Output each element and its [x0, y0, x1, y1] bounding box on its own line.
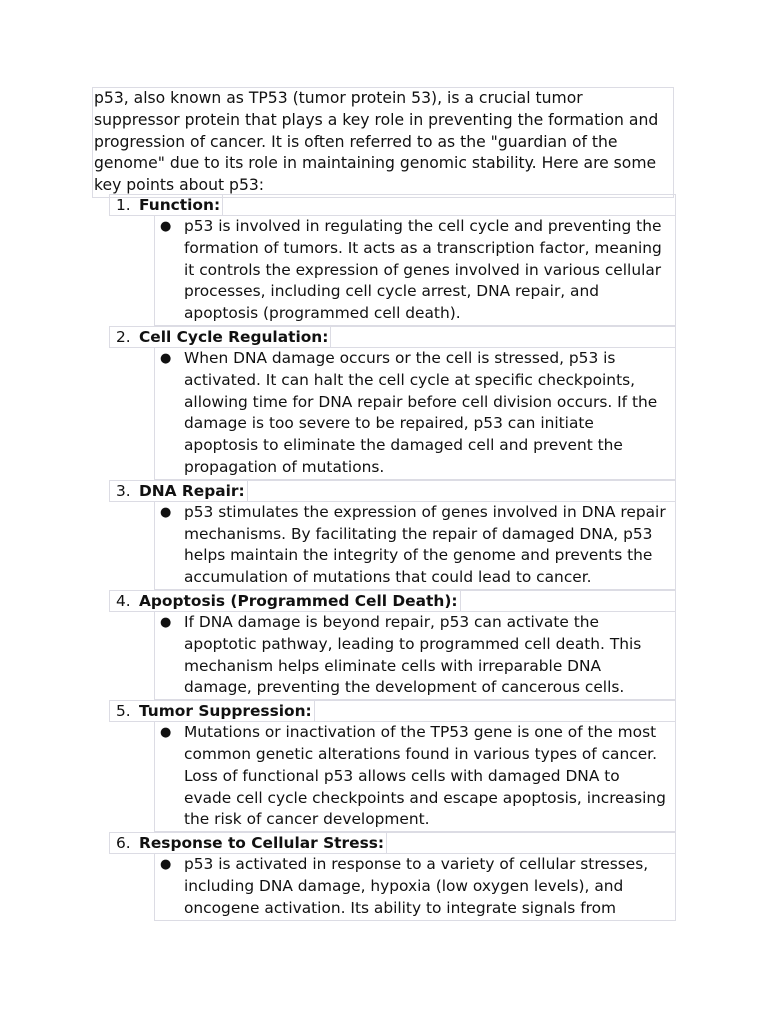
list-item-text: Mutations or inactivation of the TP53 gene is one of the most common genetic alterations found in various types of cancer. Loss of functional p53 allows cells with damaged DNA to evade cell cycle checkpoints and escape apoptosis, increasing the risk of cancer development.: [184, 723, 666, 829]
list-title: Apoptosis (Programmed Cell Death):: [139, 591, 461, 611]
list-number: 1.: [116, 196, 131, 214]
bullet-icon: ●: [160, 857, 172, 873]
bullet-icon: ●: [160, 614, 172, 630]
list-item-heading: [109, 832, 676, 854]
list-title: Response to Cellular Stress:: [139, 833, 387, 853]
list-item-heading: [109, 590, 676, 612]
list-item: [109, 326, 676, 480]
list-number: 3.: [116, 481, 131, 500]
list-item-body: [154, 502, 676, 590]
list-item-text: When DNA damage occurs or the cell is stressed, p53 is activated. It can halt the cell cycle at specific checkpoints, allowing time for DNA repair before cell division occurs. If the damage is too severe to be repaired, p53 can initiate apoptosis to eliminate the damaged cell and prevent the propagation of mutations.: [184, 348, 658, 476]
list-item-text: p53 stimulates the expression of genes involved in DNA repair mechanisms. By facilitating the repair of damaged DNA, p53 helps maintain the integrity of the genome and prevents the accumulation of mutations that could lead to cancer.: [184, 502, 666, 587]
list-item-body: [154, 348, 676, 480]
list-number: 2.: [116, 327, 131, 346]
list-item-heading: [109, 480, 676, 502]
list-item-body: [154, 216, 676, 326]
list-item-body: [154, 612, 676, 700]
list-item-text: p53 is involved in regulating the cell cycle and preventing the formation of tumors. It acts as a transcription factor, meaning it controls the expression of genes involved in various cellular processes, including cell cycle arrest, DNA repair, and apoptosis (programmed cell death).: [184, 217, 662, 323]
list-title: Function:: [139, 195, 223, 215]
bullet-icon: ●: [160, 504, 172, 520]
list-number: 5.: [116, 702, 131, 721]
list-number: 6.: [116, 834, 131, 853]
list-item-heading: [109, 326, 676, 348]
list-item-heading: [109, 194, 676, 216]
list-item: [109, 194, 676, 326]
list-item-heading: [109, 700, 676, 722]
bullet-icon: ●: [160, 350, 172, 366]
intro-paragraph: p53, also known as TP53 (tumor protein 53), is a crucial tumor suppressor protein that plays a key role in preventing the formation and progression of cancer. It is often referred to as the "guardian of the genome" due to its role in maintaining genomic stability. Here are some key points about p53:: [92, 87, 674, 198]
list-item: [109, 590, 676, 700]
list-title: Tumor Suppression:: [139, 701, 315, 721]
list-title: DNA Repair:: [139, 481, 248, 501]
list-item-body: [154, 722, 676, 832]
list-item: [109, 480, 676, 590]
list-item-text: p53 is activated in response to a variety of cellular stresses, including DNA damage, hypoxia (low oxygen levels), and oncogene activation. Its ability to integrate signals from: [184, 855, 649, 917]
list-item-text: If DNA damage is beyond repair, p53 can activate the apoptotic pathway, leading to programmed cell death. This mechanism helps eliminate cells with irreparable DNA damage, preventing the development of cancerous cells.: [184, 612, 642, 697]
bullet-icon: ●: [160, 725, 172, 741]
list-number: 4.: [116, 591, 131, 610]
bullet-icon: ●: [160, 219, 172, 234]
list-item: [109, 832, 676, 920]
list-item: [109, 700, 676, 832]
list-title: Cell Cycle Regulation:: [139, 327, 331, 347]
list-item-body: [154, 854, 676, 920]
key-points-list: [109, 194, 676, 921]
